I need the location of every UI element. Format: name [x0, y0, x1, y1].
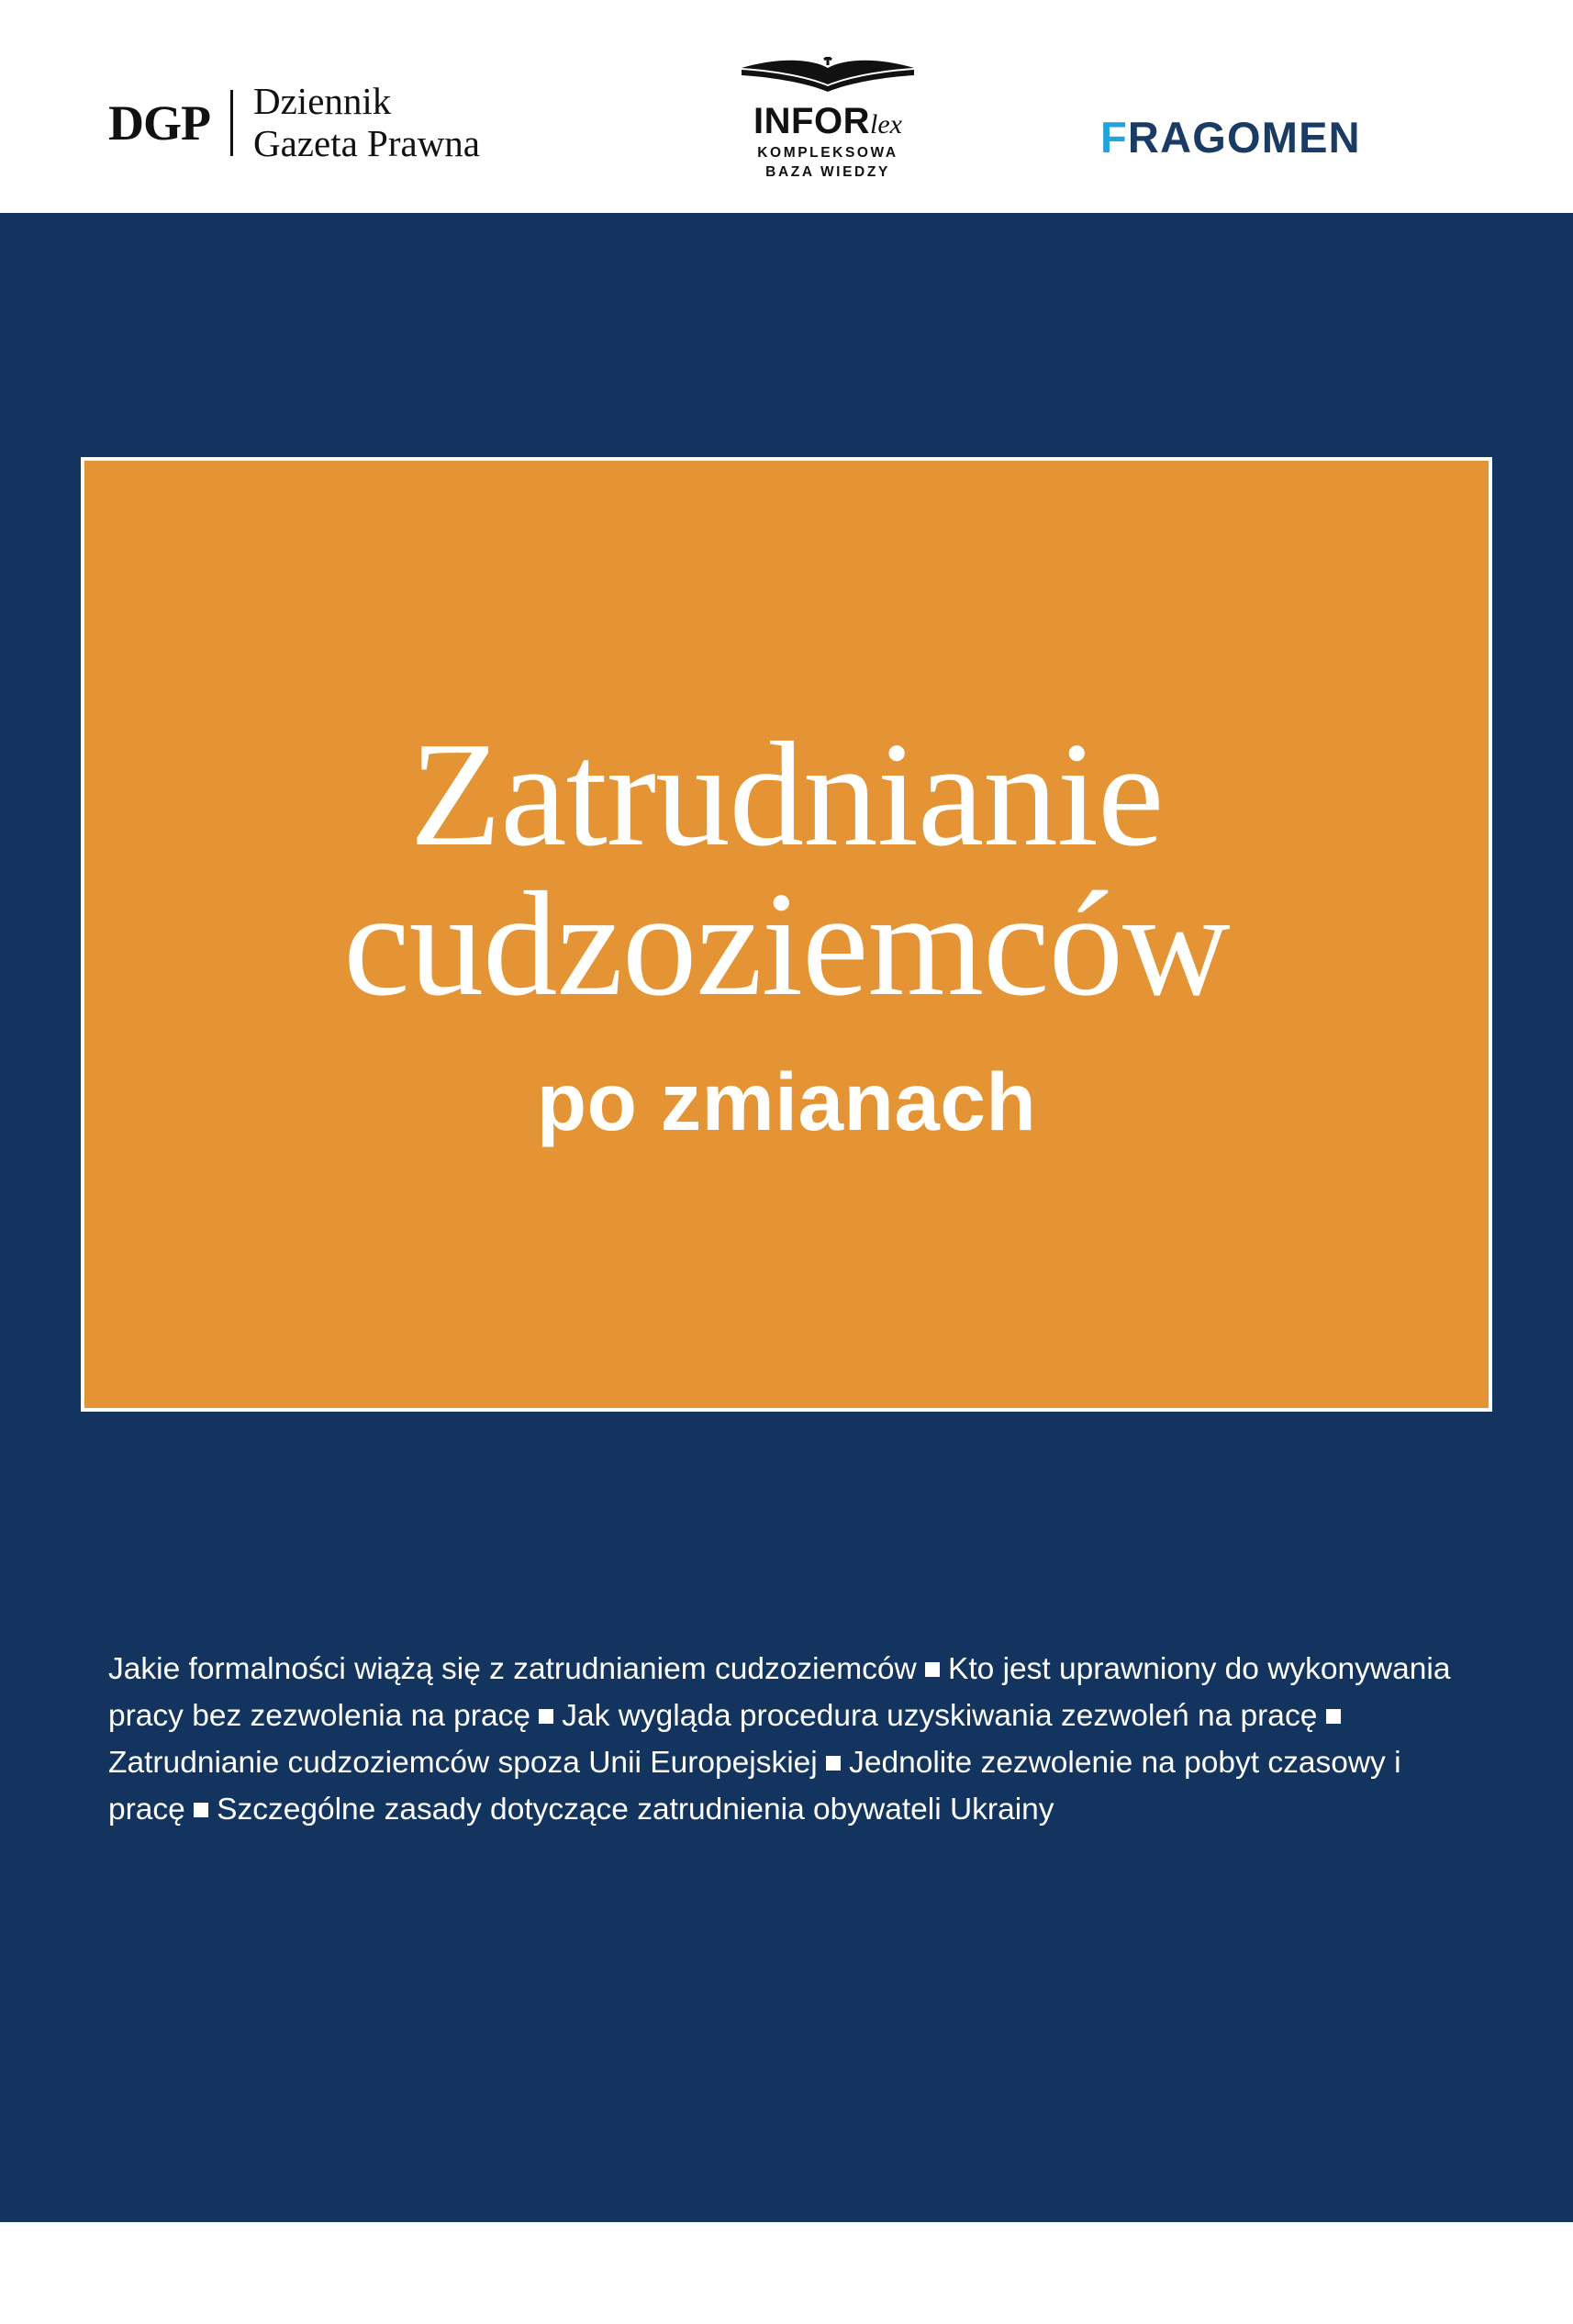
footer-note: KSIĄŻKA DLA PRENUMERATORÓW WERSJI PREMIUM — [340, 2289, 1233, 2323]
infor-text: INFOR — [753, 101, 870, 141]
dgp-wordmark-line2: Gazeta Prawna — [253, 121, 481, 164]
inforlex-tagline-1: KOMPLEKSOWA — [757, 145, 898, 161]
bullet-square-icon — [194, 1803, 208, 1817]
dgp-monogram: DGP — [108, 95, 210, 151]
lex-text: lex — [869, 109, 902, 140]
page-title-line2: cudzoziemców — [343, 861, 1230, 1027]
fragomen-initial: F — [1100, 113, 1128, 162]
open-book-icon — [695, 57, 961, 99]
logo-bar — [0, 0, 1573, 213]
page-title-line1: Zatrudnianie — [409, 711, 1164, 877]
fragomen-logo — [1100, 112, 1361, 162]
dgp-wordmark-line1: Dziennik — [253, 80, 392, 122]
bullet-square-icon — [1326, 1709, 1341, 1724]
cover-body — [0, 213, 1573, 2323]
footer-bar — [0, 2289, 1573, 2324]
inforlex-wordmark — [695, 103, 961, 140]
fragomen-wordmark: RAGOMEN — [1127, 113, 1361, 162]
dgp-divider — [230, 90, 233, 156]
bullet-square-icon — [826, 1756, 841, 1771]
dgp-logo — [108, 81, 480, 165]
page-subtitle: po zmianach — [536, 1055, 1037, 1147]
page-title — [316, 711, 1257, 1027]
dgp-wordmark — [253, 81, 480, 165]
inforlex-logo — [695, 57, 961, 183]
title-card — [81, 457, 1492, 1412]
topics-list: Jakie formalności wiążą się z zatrudnianiem cudzoziemców Kto jest uprawniony do wykonywania pracy bez zezwolenia na pracę Jak wygląda procedura uzyskiwania zezwoleń na pracę Zatrudnianie cudzoziemców spoza Unii Europejskiej Jednolite zezwolenie na pobyt czasowy i pracę Szczególne zasady dotyczące zatrudnienia obywateli Ukrainy — [108, 1652, 1451, 1827]
inforlex-tagline-2: BAZA WIEDZY — [765, 163, 890, 180]
bullet-square-icon — [925, 1662, 940, 1677]
bullet-square-icon — [539, 1709, 553, 1724]
